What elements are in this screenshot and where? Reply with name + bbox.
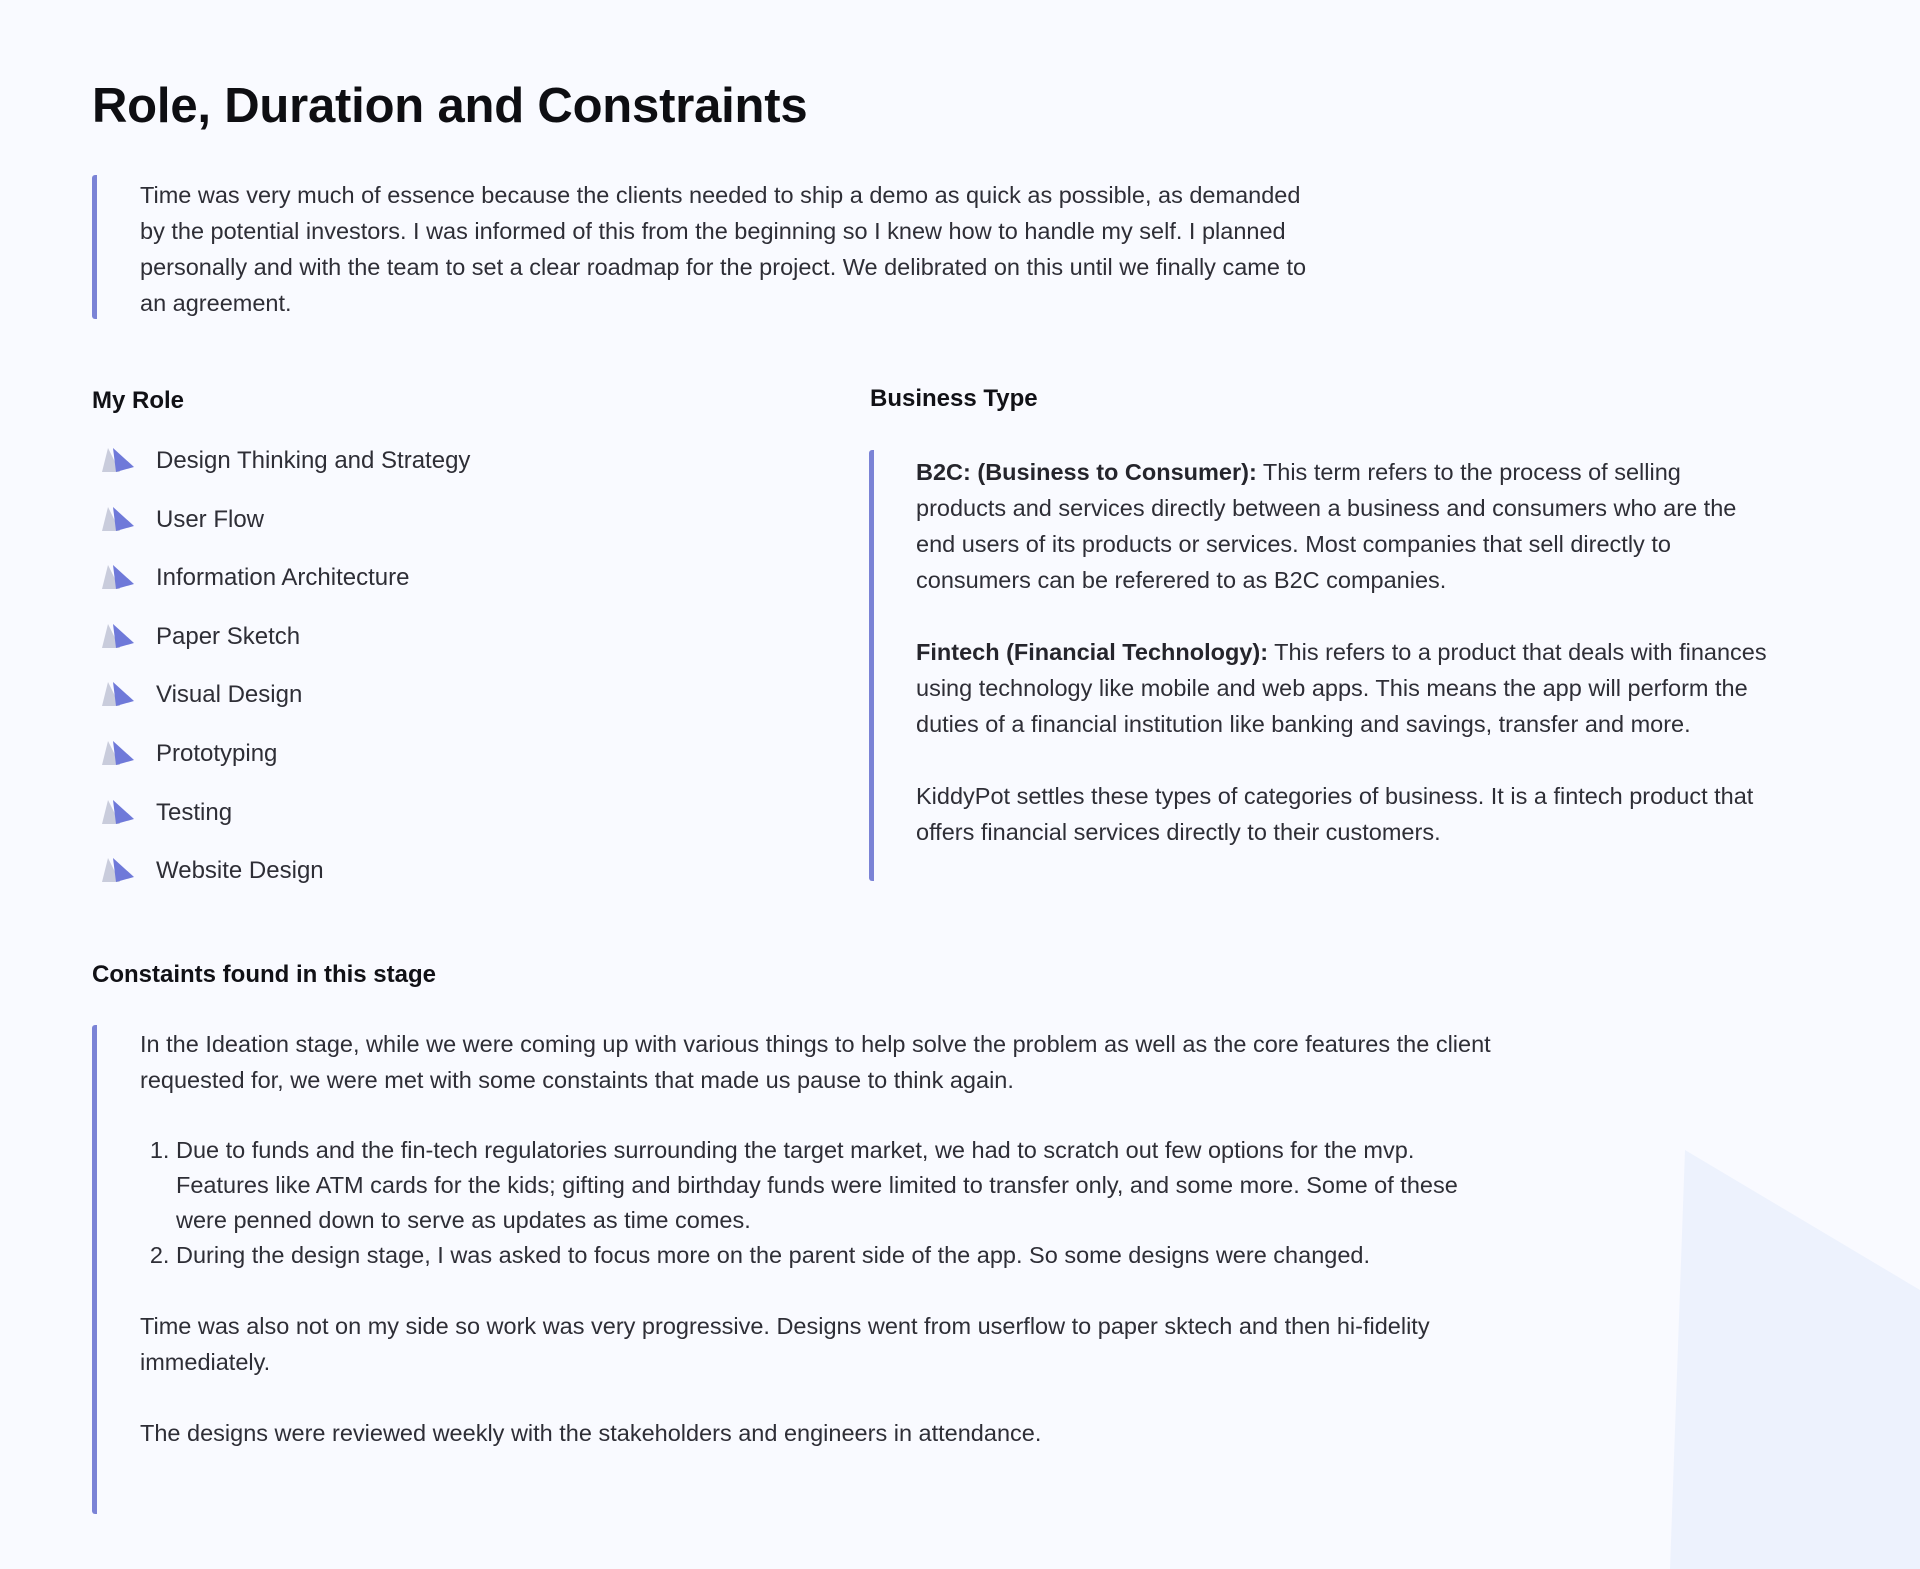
b2c-paragraph (916, 454, 1776, 598)
intro-quote (92, 175, 1307, 319)
constraint-item: 1. Due to funds and the fin-tech regulatories surrounding the target market, we had to scratch out few options for the mvp. Features like ATM cards for the kids; gifting and birthday funds were limited to transfer only, and some more. Some of these were penned down to serve as updates as time comes. (176, 1133, 1492, 1238)
my-role-heading: My Role (92, 387, 185, 414)
role-item (100, 619, 470, 678)
fintech-paragraph (916, 634, 1776, 742)
triangle-pointer-icon (100, 621, 134, 651)
triangle-pointer-icon (100, 562, 134, 592)
role-list (100, 443, 470, 912)
constraints-list (140, 1133, 1492, 1273)
constraints-heading: Constaints found in this stage (92, 961, 437, 988)
role-item-label: Design Thinking and Strategy (156, 447, 471, 474)
fintech-term: Fintech (Financial Technology): (916, 639, 1269, 665)
triangle-pointer-icon (100, 797, 134, 827)
triangle-pointer-icon (100, 738, 134, 768)
review-note: The designs were reviewed weekly with the stakeholders and engineers in attendance. (140, 1420, 1042, 1446)
role-item (100, 795, 470, 854)
role-item-label: Visual Design (156, 681, 303, 709)
role-item-label: Information Architecture (156, 564, 410, 592)
constraints-intro: In the Ideation stage, while we were coming up with various things to help solve the problem as well as the core features the client requested for, we were met with some constaints that made us pause to think again. (140, 1031, 1491, 1093)
role-item (100, 560, 470, 619)
page-title: Role, Duration and Constraints (92, 79, 808, 133)
constraint-item: 2. During the design stage, I was asked to focus more on the parent side of the app. So some designs were changed. (176, 1238, 1492, 1273)
b2c-term: B2C: (Business to Consumer): (916, 459, 1257, 485)
triangle-pointer-icon (100, 855, 134, 885)
fintech-description: This refers to a product that deals with finances using technology like mobile and web apps. This means the app will perform the duties of a financial institution like banking and savings, transfer and more. (916, 639, 1767, 737)
role-item (100, 677, 470, 736)
role-item-label: Prototyping (156, 739, 278, 767)
decorative-triangle-shape (1660, 1140, 1920, 1569)
time-note: Time was also not on my side so work was very progressive. Designs went from userflow to paper sktech and then hi-fidelity immediately. (140, 1313, 1430, 1375)
role-item-label: User Flow (156, 505, 265, 533)
intro-text: Time was very much of essence because the clients needed to ship a demo as quick as possible, as demanded by the potential investors. I was informed of this from the beginning so I knew how to handle my self. I planned personally and with the team to set a clear roadmap for the project. We delibrated on this until we finally came to an agreement. (140, 182, 1307, 316)
b2c-description: This term refers to the process of selling products and services directly between a business and consumers who are the end users of its products or services. Most companies that sell directly to consumers can be referered to as B2C companies. (916, 459, 1737, 593)
business-type-heading: Business Type (870, 385, 1038, 412)
business-summary: KiddyPot settles these types of categories of business. It is a fintech product that offers financial services directly to their customers. (916, 783, 1754, 845)
role-item (100, 853, 470, 912)
triangle-pointer-icon (100, 504, 134, 534)
role-item-label: Website Design (156, 857, 324, 885)
triangle-pointer-icon (100, 445, 134, 475)
role-item (100, 736, 470, 795)
role-item-label: Paper Sketch (156, 622, 301, 650)
business-type-quote (869, 450, 1769, 881)
role-item (100, 443, 470, 502)
constraints-quote (92, 1025, 1492, 1514)
role-item (100, 502, 470, 561)
role-item-label: Testing (156, 798, 233, 826)
triangle-pointer-icon (100, 679, 134, 709)
